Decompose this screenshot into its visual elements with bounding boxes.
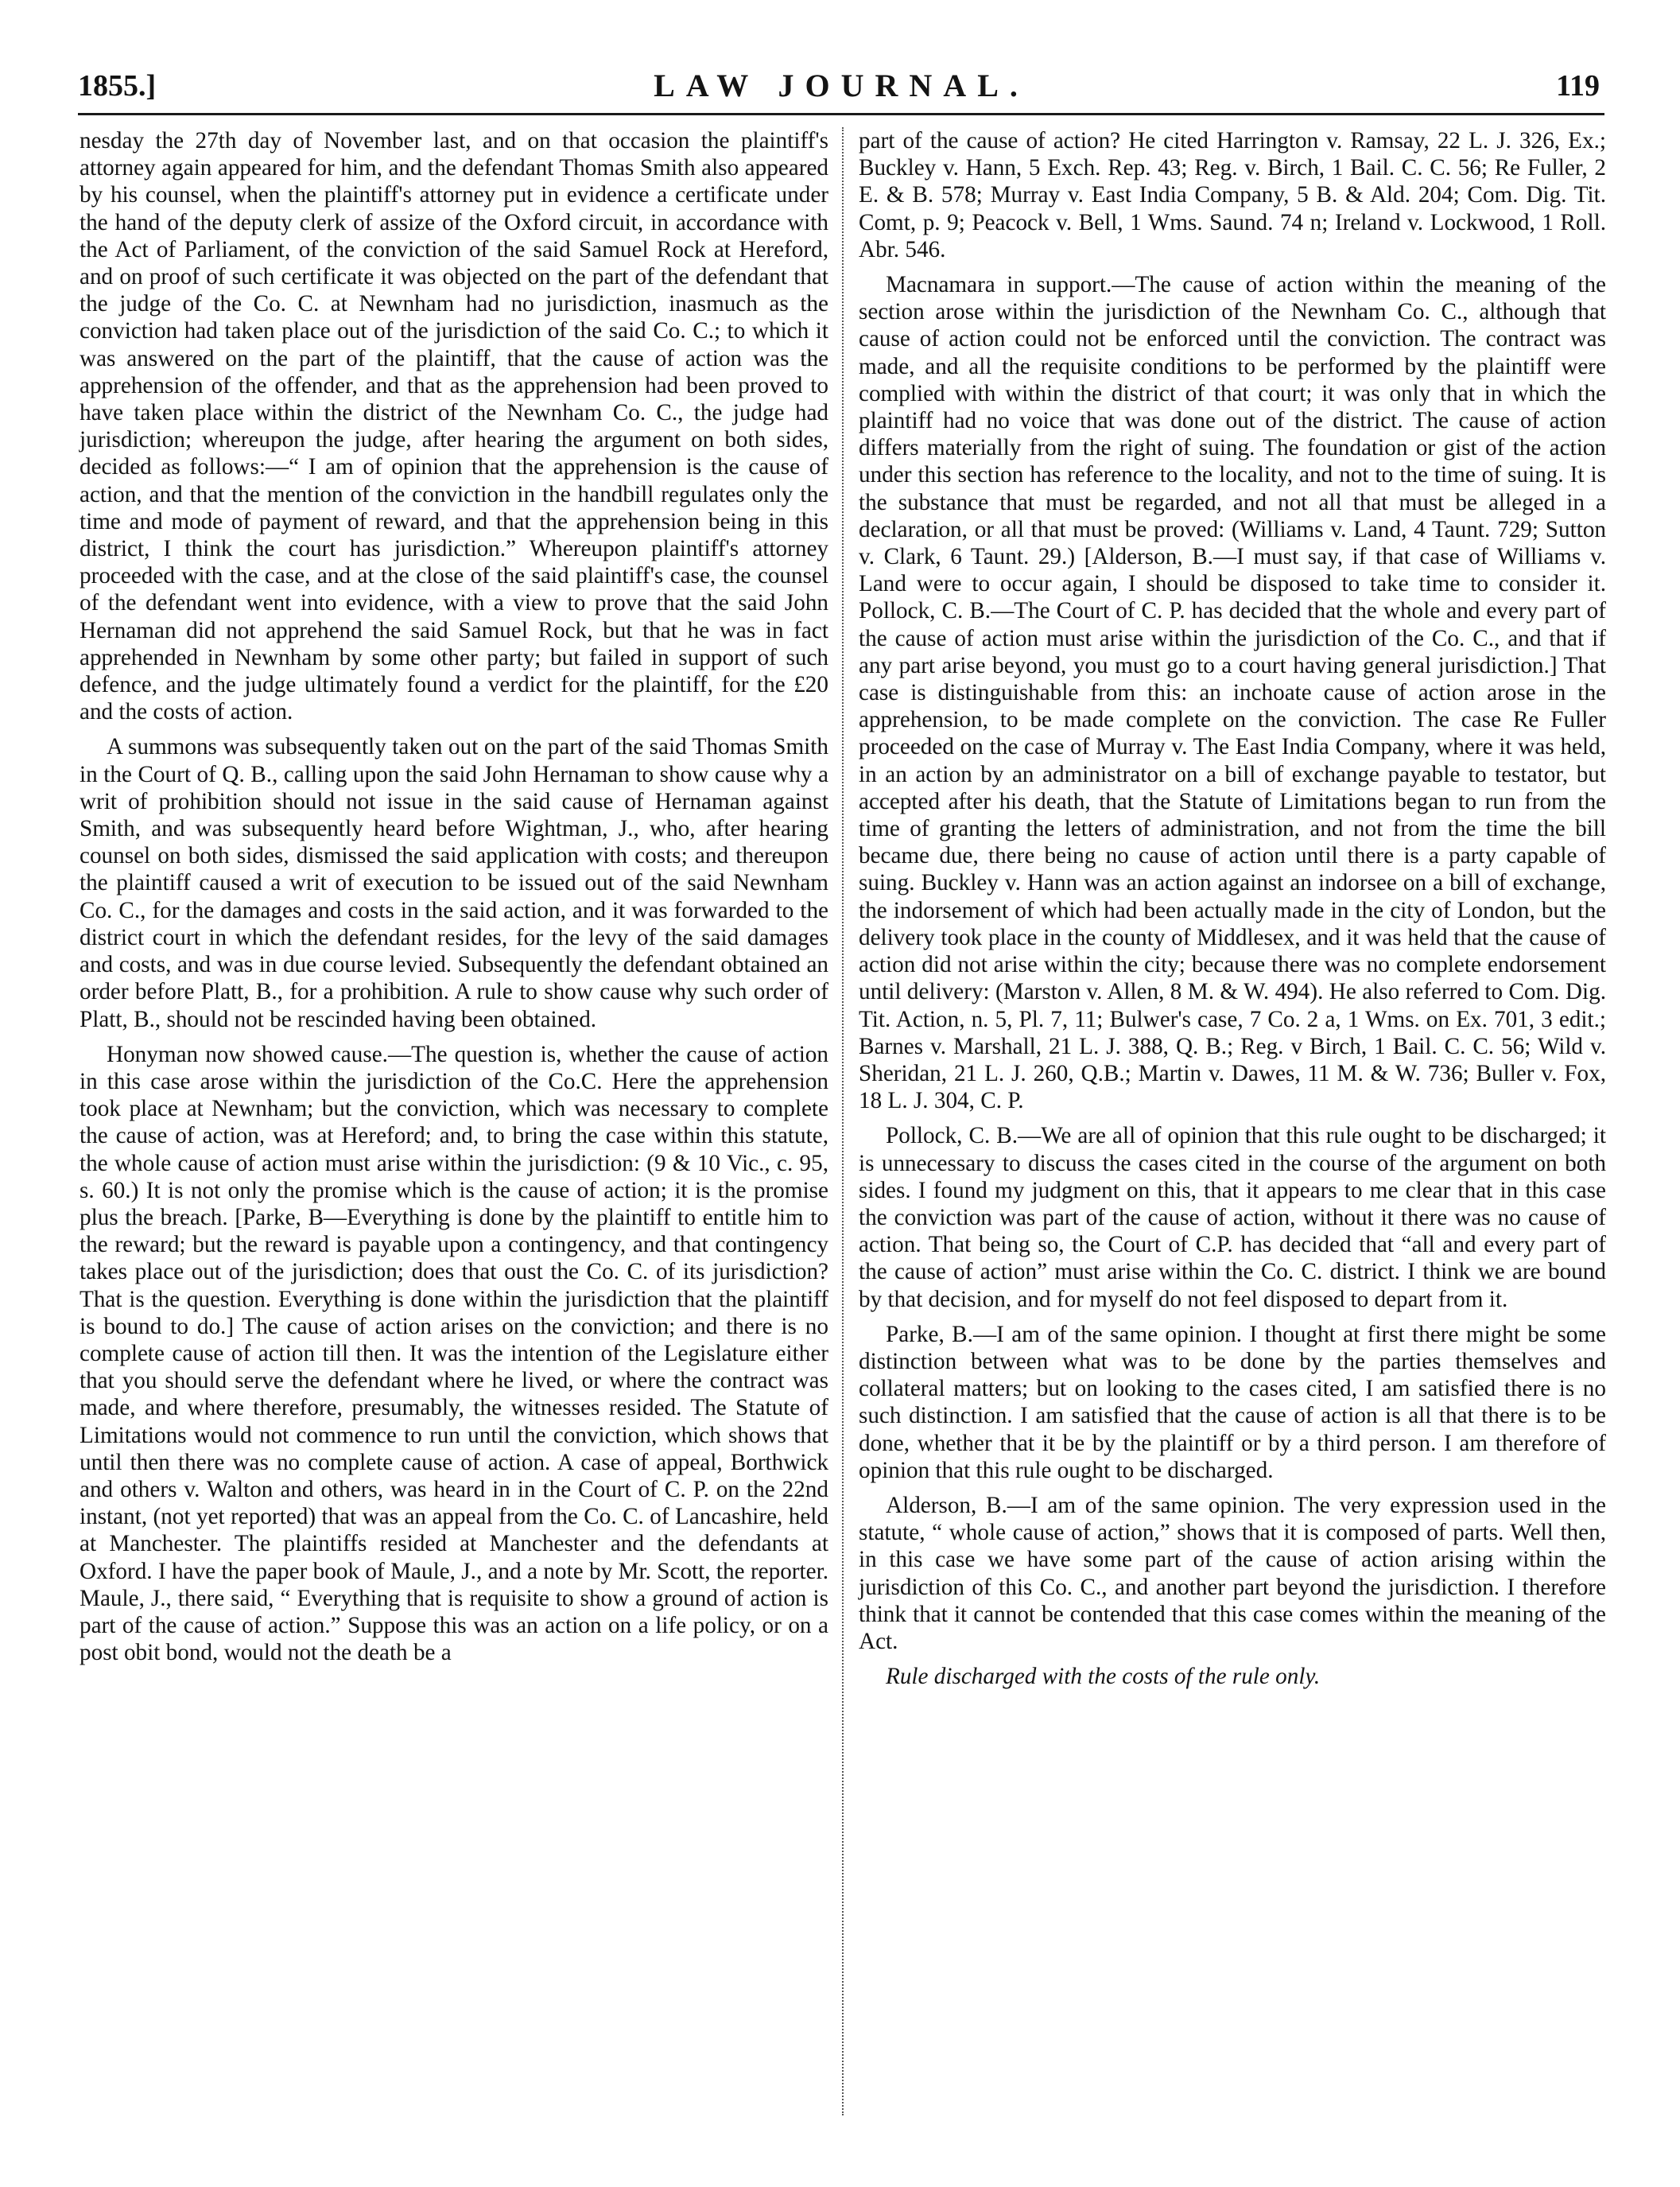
paragraph: nesday the 27th day of November last, and on that occasion the plaintiff's attorney again appeared for him, and the defendant Thomas Smith also appeared by his counsel, when the plaintiff's attorney put in evidence a certificate under the hand of the deputy clerk of assize of the Oxford circuit, in accordance with the Act of Parliament, of the conviction of the said Samuel Rock at Hereford, and on proof of such certificate it was objected on the part of the defendant that the judge of the Co. C. at Newnham had no jurisdiction, inasmuch as the conviction had taken place out of the jurisdiction of the said Co. C.; to which it was answered on the part of the plaintiff, that the cause of action was the apprehension of the offender, and that as the apprehension had been proved to have taken place within the district of the Newnham Co. C., the judge had jurisdiction; whereupon the judge, after hearing the argument on both sides, decided as follows:—“ I am of opinion that the apprehension is the cause of action, and that the mention of the conviction in the handbill regulates only the time and mode of payment of reward, and that the apprehension being in this district, I think the court has jurisdiction.” Whereupon plaintiff's attorney proceeded with the case, and at the close of the said plaintiff's case, the counsel of the defendant went into evidence, with a view to prove that the said John Hernaman did not apprehend the said Samuel Rock, but that he was in fact apprehended in Newnham by some other party; but failed in support of such defence, and the judge ultimately found a verdict for the plaintiff, for the £20 and the costs of action. xyxy=(80,128,828,725)
paragraph: A summons was subsequently taken out on the part of the said Thomas Smith in the Court of Q. B., calling upon the said John Hernaman to show cause why a writ of prohibition should not issue in the said cause of Hernaman against Smith, and was subsequently heard before Wightman, J., who, after hearing counsel on both sides, dismissed the said application with costs; and thereupon the plaintiff caused a writ of execution to be issued out of the said Newnham Co. C., for the damages and costs in the said action, and it was forwarded to the district court in which the defendant resides, for the levy of the said damages and costs, and was in due course levied. Subsequently the defendant obtained an order before Platt, B., for a prohibition. A rule to show cause why such order of Platt, B., should not be rescinded having been obtained. xyxy=(80,734,828,1032)
paragraph: Pollock, C. B.—We are all of opinion that this rule ought to be discharged; it is unnecessary to discuss the cases cited in the course of the argument on both sides. I found my judgment on this, that it appears to me clear that in this case the conviction was part of the cause of action, without it there was no cause of action. That being so, the Court of C.P. has decided that “all and every part of the cause of action” must arise within the Co. C. district. I think we are bound by that decision, and for myself do not feel disposed to depart from it. xyxy=(859,1123,1606,1312)
paragraph: Alderson, B.—I am of the same opinion. The very expression used in the statute, “ whole cause of action,” shows that it is composed of parts. Well then, in this case we have some part of the cause of action arising within the jurisdiction of this Co. C., and another part beyond the jurisdiction. I therefore think that it cannot be contended that this case comes within the meaning of the Act. xyxy=(859,1492,1606,1654)
paragraph: Parke, B.—I am of the same opinion. I thought at first there might be some distinction between what was to be done by the parties themselves and collateral matters; but on looking to the cases cited, I am satisfied there is no such distinction. I am satisfied that the cause of action is all that there is to be done, whether that it be by the plaintiff or by a third person. I am therefore of opinion that this rule ought to be discharged. xyxy=(859,1321,1606,1483)
paragraph: Honyman now showed cause.—The question is, whether the cause of action in this case arose within the jurisdiction of the Co.C. Here the apprehension took place at Newnham; but the conviction, which was necessary to complete the cause of action, was at Hereford; and, to bring the case within this statute, the whole cause of action must arise within the jurisdiction: (9 & 10 Vic., c. 95, s. 60.) It is not only the promise which is the cause of action; it is the promise plus the breach. [Parke, B—Everything is done by the plaintiff to entitle him to the reward; but the reward is payable upon a contingency, and that contingency takes place out of the jurisdiction; does that oust the Co. C. of its jurisdiction? That is the question. Everything is done within the jurisdiction that the plaintiff is bound to do.] The cause of action arises on the conviction; and there is no complete cause of action till then. It was the intention of the Legislature either that you should serve the defendant where he lived, or where the contract was made, and where therefore, presumably, the witnesses resided. The Statute of Limitations would not commence to run until the conviction, which shows that until then there was no complete cause of action. A case of appeal, Borthwick and others v. Walton and others, was heard in in the Court of C. P. on the 22nd instant, (not yet reported) that was an appeal from the Co. C. of Lancashire, held at Manchester. The plaintiffs resided at Manchester and the defendants at Oxford. I have the paper book of Maule, J., and a note by Mr. Scott, the reporter. Maule, J., there said, “ Everything that is requisite to show a ground of action is part of the cause of action.” Suppose this was an action on a life policy, or on a post obit bond, would not the death be a xyxy=(80,1041,828,1666)
left-column xyxy=(80,127,828,1674)
header-year: 1855.] xyxy=(78,69,157,103)
header-title: LAW JOURNAL. xyxy=(654,68,1029,103)
paragraph: Macnamara in support.—The cause of action within the meaning of the section arose within the jurisdiction of the Newnham Co. C., although that cause of action could not be enforced until the conviction. The contract was made, and all the requisite conditions to be performed by the plaintiff were complied with within the district of that court; it was only that in which the plaintiff had no voice that was done out of the district. The cause of action differs materially from the right of suing. The foundation or gist of the action under this section has reference to the locality, and not to the time of suing. It is the substance that must be regarded, and not all that must be alleged in a declaration, or all that must be proved: (Williams v. Land, 4 Taunt. 729; Sutton v. Clark, 6 Taunt. 29.) [Alderson, B.—I must say, if that case of Williams v. Land were to occur again, I should be disposed to take time to consider it. Pollock, C. B.—The Court of C. P. has decided that the whole and every part of the cause of action must arise within the jurisdiction of the Co. C., and that if any part arise beyond, you must go to a court having general jurisdiction.] That case is distinguishable from this: an inchoate cause of action arose in the apprehension, to be made complete on the conviction. The case Re Fuller proceeded on the case of Murray v. The East India Company, where it was held, in an action by an administrator on a bill of exchange payable to testator, but accepted after his death, that the Statute of Limitations began to run from the time of granting the letters of administration, and not from the time the bill became due, there being no cause of action until there is a party capable of suing. Buckley v. Hann was an action against an indorsee on a bill of exchange, the indorsement of which had been actually made in the city of London, but the delivery took place in the county of Middlesex, and it was held that the cause of action did not arise within the city; because there was no complete endorsement until delivery: (Marston v. Allen, 8 M. & W. 494). He also referred to Com. Dig. Tit. Action, n. 5, Pl. 7, 11; Bulwer's case, 7 Co. 2 a, 1 Wms. on Ex. 701, 3 edit.; Barnes v. Marshall, 21 L. J. 388, Q. B.; Reg. v Birch, 1 Bail. C. C. 56; Wild v. Sheridan, 21 L. J. 260, Q.B.; Martin v. Dawes, 11 M. & W. 736; Buller v. Fox, 18 L. J. 304, C. P. xyxy=(859,272,1606,1114)
closing-line: Rule discharged with the costs of the rule only. xyxy=(886,1664,1321,1690)
paragraph: part of the cause of action? He cited Harrington v. Ramsay, 22 L. J. 326, Ex.; Buckley v. Hann, 5 Exch. Rep. 43; Reg. v. Birch, 1 Bail. C. C. 56; Re Fuller, 2 E. & B. 578; Murray v. East India Company, 5 B. & Ald. 204; Com. Dig. Tit. Comt, p. 9; Peacock v. Bell, 1 Wms. Saund. 74 n; Ireland v. Lockwood, 1 Roll. Abr. 546. xyxy=(859,128,1606,262)
page-header xyxy=(78,65,1604,115)
header-page-number: 119 xyxy=(1556,69,1600,103)
column-divider xyxy=(842,127,844,2115)
right-column xyxy=(859,127,1606,1698)
